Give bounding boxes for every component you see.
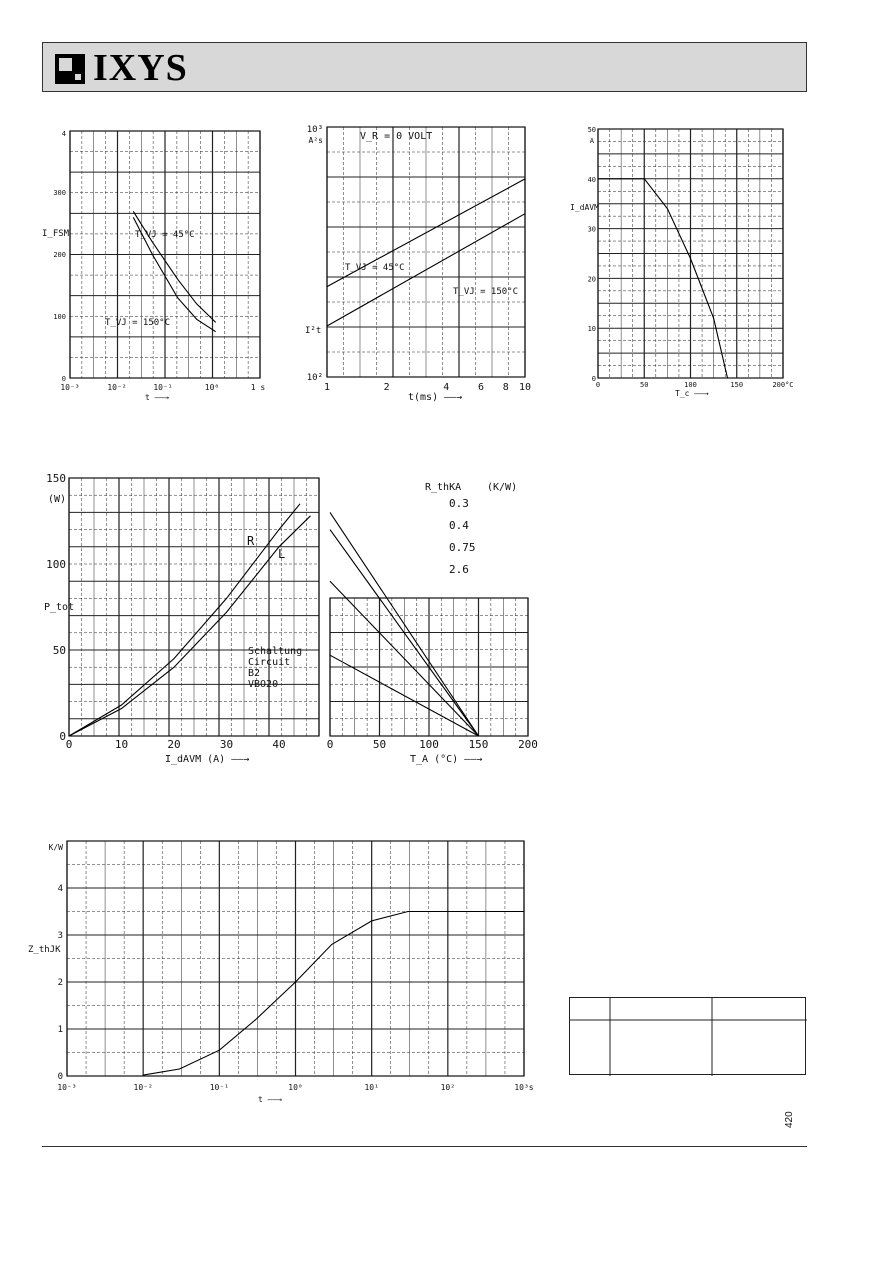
- ptot-right-x-tick: 50: [372, 738, 387, 751]
- ifsm-x-label: t ——→: [145, 393, 170, 402]
- idavm-y-tick: 20: [587, 275, 596, 284]
- zthjk-x-tick: 10³s: [514, 1083, 534, 1092]
- ptot-rthka-value: 0.4: [449, 519, 469, 532]
- i2t-title: V_R = 0 VOLT: [360, 131, 433, 142]
- ptot-rthka-value: 2.6: [449, 563, 469, 576]
- ptot-y-tick: 0: [59, 730, 66, 743]
- ptot-rthka-label: R_thKA: [425, 482, 462, 493]
- ptot-left-x-tick: 30: [219, 738, 234, 751]
- ptot-rthka-value: 0.75: [449, 541, 476, 554]
- idavm-x-tick: 150: [730, 381, 744, 389]
- zthjk-x-tick: 10⁻³: [57, 1083, 77, 1092]
- idavm-y-label: I_dAVM: [570, 203, 599, 212]
- zthjk-x-tick: 10⁻¹: [209, 1083, 229, 1092]
- data-table: [569, 997, 806, 1075]
- ifsm-x-tick: 10⁰: [204, 383, 220, 392]
- ptot-left-grid: [69, 478, 319, 736]
- i2t-x-tick: 6: [478, 382, 485, 393]
- ptot-right-x-label: T_A (°C) ——→: [410, 754, 483, 765]
- zthjk-y-unit: K/W: [48, 843, 63, 852]
- ifsm-annotation-45: T_VJ = 45°C: [135, 230, 195, 240]
- ptot-circuit-text: B2: [248, 668, 261, 679]
- ifsm-y-tick: 4: [61, 130, 66, 138]
- ptot-right-x-tick: 150: [468, 738, 489, 751]
- idavm-x-label: T_c ——→: [675, 389, 709, 398]
- zthjk-y-tick: 1: [57, 1025, 63, 1035]
- ifsm-y-tick: 300: [53, 189, 66, 197]
- ptot-right-x-tick: 100: [419, 738, 439, 751]
- zthjk-y-label: Z_thJK: [28, 945, 61, 955]
- zthjk-y-tick: 4: [57, 884, 63, 894]
- ifsm-x-tick: 1 s: [250, 383, 266, 392]
- i2t-y-tick: 10²: [306, 373, 323, 383]
- ptot-right-x-tick: 0: [326, 738, 334, 751]
- ptot-left-x-tick: 10: [114, 738, 129, 751]
- i2t-x-label: t(ms) ——→: [408, 392, 463, 403]
- ptot-left-x-tick: 0: [65, 738, 73, 751]
- ifsm-x-tick: 10⁻²: [107, 383, 127, 392]
- ptot-circuit-text: Schaltung: [248, 646, 303, 657]
- ptot-circuit-text: Circuit: [248, 657, 291, 668]
- page-number: 420: [784, 1111, 795, 1128]
- idavm-y-tick: 30: [587, 225, 596, 234]
- ptot-circuit-text: VBO20: [248, 679, 279, 690]
- ifsm-annotation-150: T_VJ = 150°C: [105, 318, 171, 328]
- i2t-y-unit: A²s: [308, 136, 323, 145]
- i2t-x-tick: 8: [502, 382, 509, 393]
- idavm-x-tick: 50: [640, 381, 649, 389]
- i2t-x-tick: 4: [443, 382, 450, 393]
- ifsm-y-tick: 0: [61, 375, 66, 383]
- zthjk-x-tick: 10⁰: [288, 1083, 303, 1092]
- ifsm-x-tick: 10⁻³: [60, 383, 80, 392]
- i2t-annotation-150: T_VJ = 150°C: [453, 287, 519, 297]
- i2t-grid: [327, 127, 525, 377]
- zthjk-x-label: t ——→: [258, 1095, 283, 1104]
- idavm-y-tick: 40: [587, 175, 596, 184]
- idavm-y-unit: A: [589, 137, 594, 145]
- ptot-y-unit: (W): [47, 494, 66, 505]
- idavm-x-tick: 0: [595, 381, 601, 389]
- zthjk-x-tick: 10¹: [364, 1083, 379, 1092]
- idavm-y-tick: 50: [587, 126, 596, 134]
- logo-text: IXYS: [93, 47, 188, 89]
- ifsm-y-tick: 100: [53, 313, 66, 321]
- footer-rule: [42, 1146, 807, 1147]
- ifsm-x-tick: 10⁻¹: [153, 383, 173, 392]
- ptot-rthka-unit: (K/W): [487, 482, 518, 493]
- ifsm-series-line: [133, 211, 215, 322]
- ptot-y-label: P_tot: [44, 602, 75, 613]
- idavm-x-tick: 200°C: [772, 381, 794, 389]
- ptot-y-tick: 50: [52, 644, 66, 657]
- ptot-left-x-tick: 40: [272, 738, 286, 751]
- ptot-left-series-line: [69, 504, 303, 736]
- zthjk-grid: [67, 841, 524, 1076]
- ptot-rthka-value: 0.3: [449, 497, 469, 510]
- ptot-right-x-tick: 200: [518, 738, 538, 751]
- zthjk-y-tick: 2: [57, 978, 63, 988]
- zthjk-y-tick: 3: [57, 931, 63, 941]
- ifsm-y-tick: 200: [53, 251, 66, 259]
- i2t-x-tick: 1: [323, 382, 331, 393]
- i2t-y-tick: 10³: [306, 125, 323, 135]
- ptot-y-tick: 100: [46, 558, 66, 571]
- ptot-y-tick: 150: [46, 472, 66, 485]
- idavm-y-tick: 10: [587, 325, 596, 334]
- i2t-annotation-45: T_VJ = 45°C: [345, 263, 405, 273]
- ptot-left-x-label: I_dAVM (A) ——→: [165, 754, 250, 765]
- zthjk-x-tick: 10⁻²: [133, 1083, 153, 1092]
- i2t-x-tick: 2: [383, 382, 390, 393]
- idavm-x-tick: 100: [684, 381, 697, 389]
- ptot-left-series-line: [69, 516, 311, 736]
- idavm-grid: [598, 129, 783, 378]
- ptot-curve-label-l: L: [278, 547, 286, 561]
- i2t-x-tick: 10: [518, 382, 532, 393]
- idavm-y-tick: 0: [591, 375, 596, 383]
- ifsm-grid: [70, 131, 260, 378]
- zthjk-x-tick: 10²: [440, 1083, 456, 1092]
- ifsm-y-label: I_FSM: [42, 229, 70, 239]
- i2t-y-label: I²t: [305, 326, 322, 336]
- ptot-curve-label-r: R: [247, 534, 255, 548]
- ptot-left-x-tick: 20: [167, 738, 181, 751]
- zthjk-y-tick: 0: [57, 1072, 63, 1082]
